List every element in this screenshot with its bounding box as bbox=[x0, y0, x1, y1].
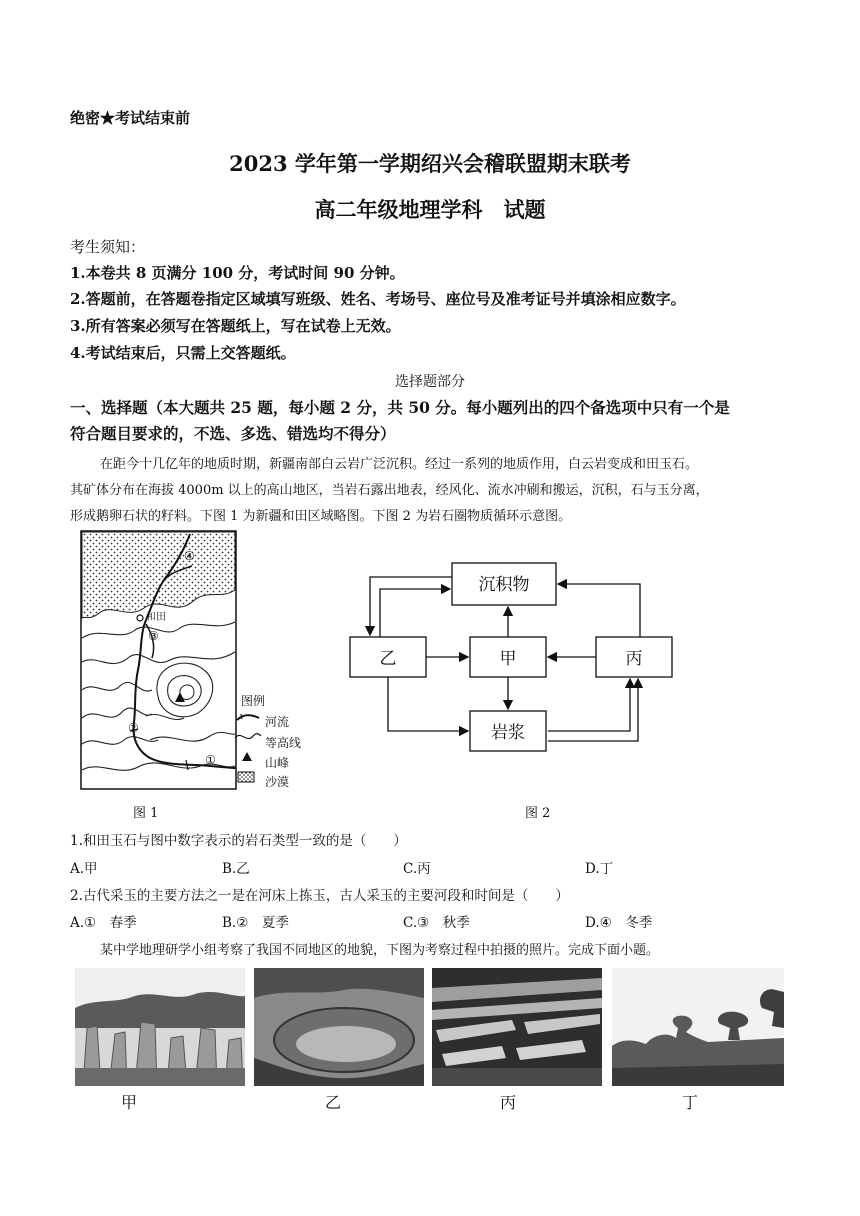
notice-item: 4.考试结束后，只需上交答题纸。 bbox=[70, 344, 296, 362]
peak-icon bbox=[242, 752, 252, 761]
figure2-caption: 图 2 bbox=[525, 806, 551, 821]
section-title: 选择题部分 bbox=[395, 374, 465, 390]
box-bing-label: 丙 bbox=[625, 649, 643, 669]
box-sediment-label: 沉积物 bbox=[478, 575, 530, 595]
exam-title: 2023 学年第一学期绍兴会稽联盟期末联考 bbox=[229, 151, 631, 176]
photo-label-yi: 乙 bbox=[325, 1093, 342, 1112]
photo-label-ding: 丁 bbox=[682, 1093, 699, 1112]
figure2-diagram bbox=[340, 555, 690, 755]
photo-label-bing: 丙 bbox=[500, 1093, 517, 1112]
legend-label: 沙漠 bbox=[265, 775, 290, 789]
question1-option-d: D.丁 bbox=[585, 861, 614, 877]
secret-label: 绝密★考试结束前 bbox=[70, 109, 191, 127]
box-magma-label: 岩浆 bbox=[491, 723, 525, 743]
marker-3: ③ bbox=[148, 629, 159, 643]
marker-4: ④ bbox=[184, 549, 195, 563]
box-jia-label: 甲 bbox=[499, 649, 517, 669]
photo-label-jia: 甲 bbox=[121, 1093, 138, 1112]
contour-icon bbox=[235, 734, 261, 739]
figure1-legend bbox=[233, 692, 323, 792]
notice-item: 2.答题前，在答题卷指定区域填写班级、姓名、考场号、座位号及准考证号并填涂相应数字。 bbox=[70, 290, 686, 308]
place-label: 和田 bbox=[146, 612, 166, 623]
question1-stem: 1.和田玉石与图中数字表示的岩石类型一致的是（ ） bbox=[70, 833, 407, 849]
legend-label: 等高线 bbox=[265, 736, 302, 750]
exam-subtitle: 高二年级地理学科 试题 bbox=[314, 197, 546, 222]
passage2: 某中学地理研学小组考察了我国不同地区的地貌，下图为考察过程中拍摄的照片。完成下面小题。 bbox=[100, 943, 660, 958]
legend-icons bbox=[233, 712, 263, 792]
desert-icon bbox=[238, 772, 254, 782]
legend-label: 山峰 bbox=[265, 756, 290, 770]
question2-stem: 2.古代采玉的主要方法之一是在河床上拣玉，古人采玉的主要河段和时间是（ ） bbox=[70, 888, 569, 904]
question1-option-c: C.丙 bbox=[403, 861, 431, 877]
notice-item: 3.所有答案必须写在答题纸上，写在试卷上无效。 bbox=[70, 317, 401, 335]
notice-item: 1.本卷共 8 页满分 100 分，考试时间 90 分钟。 bbox=[70, 264, 405, 282]
question2-option-b: B.② 夏季 bbox=[222, 915, 289, 931]
box-yi-label: 乙 bbox=[379, 649, 397, 669]
photo-yi-volcano bbox=[254, 968, 424, 1086]
question2-option-a: A.① 春季 bbox=[70, 915, 137, 931]
question2-option-c: C.③ 秋季 bbox=[403, 915, 470, 931]
photo-ding-mushroom-rock bbox=[612, 968, 784, 1086]
marker-1: ① bbox=[205, 753, 216, 767]
question2-option-d: D.④ 冬季 bbox=[585, 915, 653, 931]
question1-option-a: A.甲 bbox=[70, 861, 98, 877]
passage1-line: 其矿体分布在海拔 4000m 以上的高山地区，当岩石露出地表，经风化、流水冲刷和搬运，沉积，石与玉分离， bbox=[70, 483, 709, 498]
photo-jia-stone-forest bbox=[75, 968, 245, 1086]
passage1-line: 形成鹅卵石状的籽料。下图 1 为新疆和田区域略图。下图 2 为岩石圈物质循环示意图。 bbox=[70, 509, 572, 524]
passage1-line: 在距今十几亿年的地质时期，新疆南部白云岩广泛沉积。经过一系列的地质作用，白云岩变成和田玉石。 bbox=[100, 457, 699, 472]
river-icon bbox=[237, 715, 259, 720]
question1-option-b: B.乙 bbox=[222, 861, 250, 877]
legend-title: 图例 bbox=[241, 694, 266, 708]
photo-bing-yardang bbox=[432, 968, 602, 1086]
legend-label: 河流 bbox=[265, 715, 290, 729]
hetian-town-marker bbox=[137, 615, 143, 621]
figure1-caption: 图 1 bbox=[133, 806, 159, 821]
figure1-map bbox=[80, 530, 250, 792]
marker-2: ② bbox=[128, 721, 139, 735]
notice-heading: 考生须知： bbox=[70, 238, 146, 256]
section-heading-line1: 一、选择题（本大题共 25 题，每小题 2 分，共 50 分。每小题列出的四个备选项中只有一个是 bbox=[70, 398, 730, 417]
section-heading-line2: 符合题目要求的，不选、多选、错选均不得分） bbox=[70, 424, 396, 443]
